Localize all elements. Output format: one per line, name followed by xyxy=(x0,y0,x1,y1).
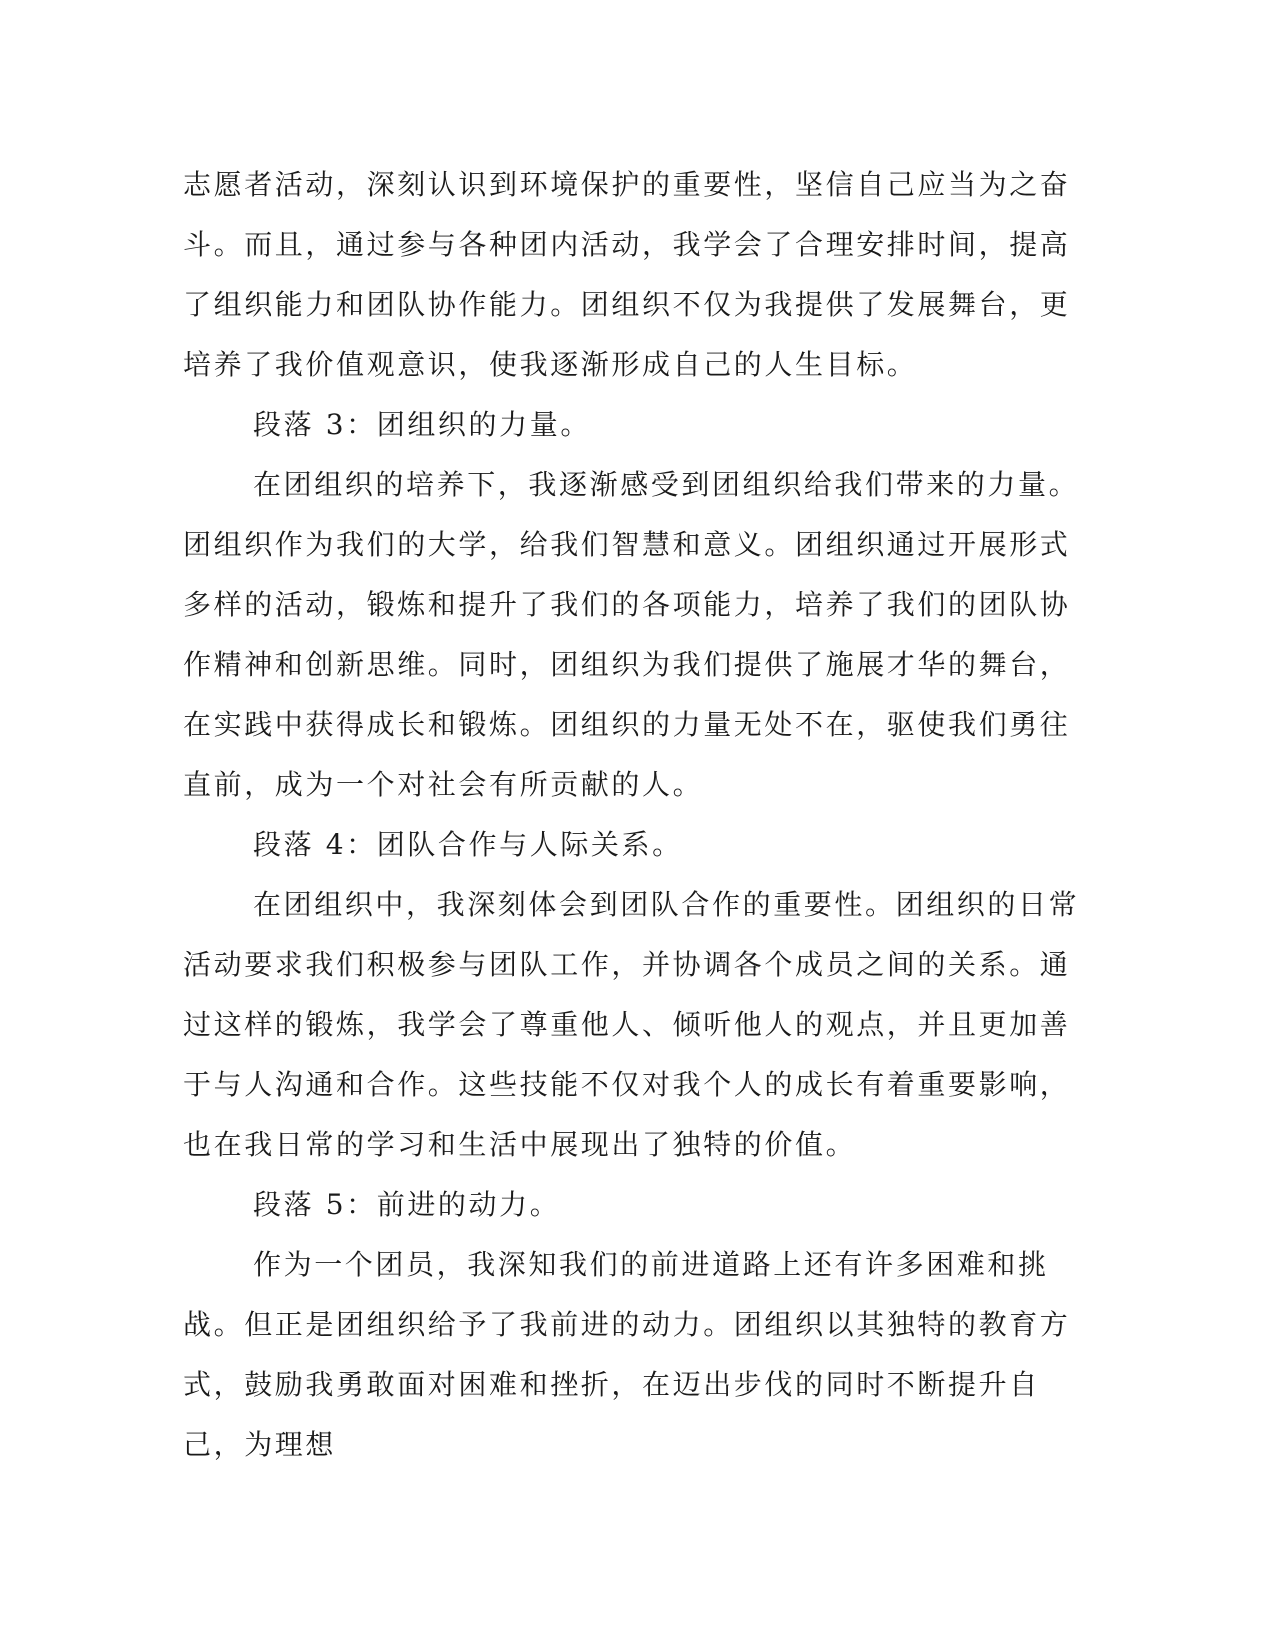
paragraph-continued: 志愿者活动，深刻认识到环境保护的重要性，坚信自己应当为之奋斗。而且，通过参与各种团内活动，我学会了合理安排时间，提高了组织能力和团队协作能力。团组织不仅为我提供了发展舞台，更培养了我价值观意识，使我逐渐形成自己的人生目标。 xyxy=(183,168,1071,381)
paragraph-section-3: 在团组织的培养下，我逐渐感受到团组织给我们带来的力量。团组织作为我们的大学，给我们智慧和意义。团组织通过开展形式多样的活动，锻炼和提升了我们的各项能力，培养了我们的团队协作精神和创新思维。同时，团组织为我们提供了施展才华的舞台，在实践中获得成长和锻炼。团组织的力量无处不在，驱使我们勇往直前，成为一个对社会有所贡献的人。 xyxy=(183,468,1080,801)
section-heading-4: 段落 4：团队合作与人际关系。 xyxy=(253,828,683,861)
section-heading-3: 段落 3：团组织的力量。 xyxy=(253,408,591,441)
section-heading-5: 段落 5：前进的动力。 xyxy=(253,1188,561,1221)
paragraph-section-4: 在团组织中，我深刻体会到团队合作的重要性。团组织的日常活动要求我们积极参与团队工作，并协调各个成员之间的关系。通过这样的锻炼，我学会了尊重他人、倾听他人的观点，并且更加善于与人沟通和合作。这些技能不仅对我个人的成长有着重要影响，也在我日常的学习和生活中展现出了独特的价值。 xyxy=(183,888,1080,1161)
document-body xyxy=(183,155,1088,1475)
paragraph-section-5: 作为一个团员，我深知我们的前进道路上还有许多困难和挑战。但正是团组织给予了我前进的动力。团组织以其独特的教育方式，鼓励我勇敢面对困难和挫折，在迈出步伐的同时不断提升自己，为理想 xyxy=(183,1248,1071,1461)
